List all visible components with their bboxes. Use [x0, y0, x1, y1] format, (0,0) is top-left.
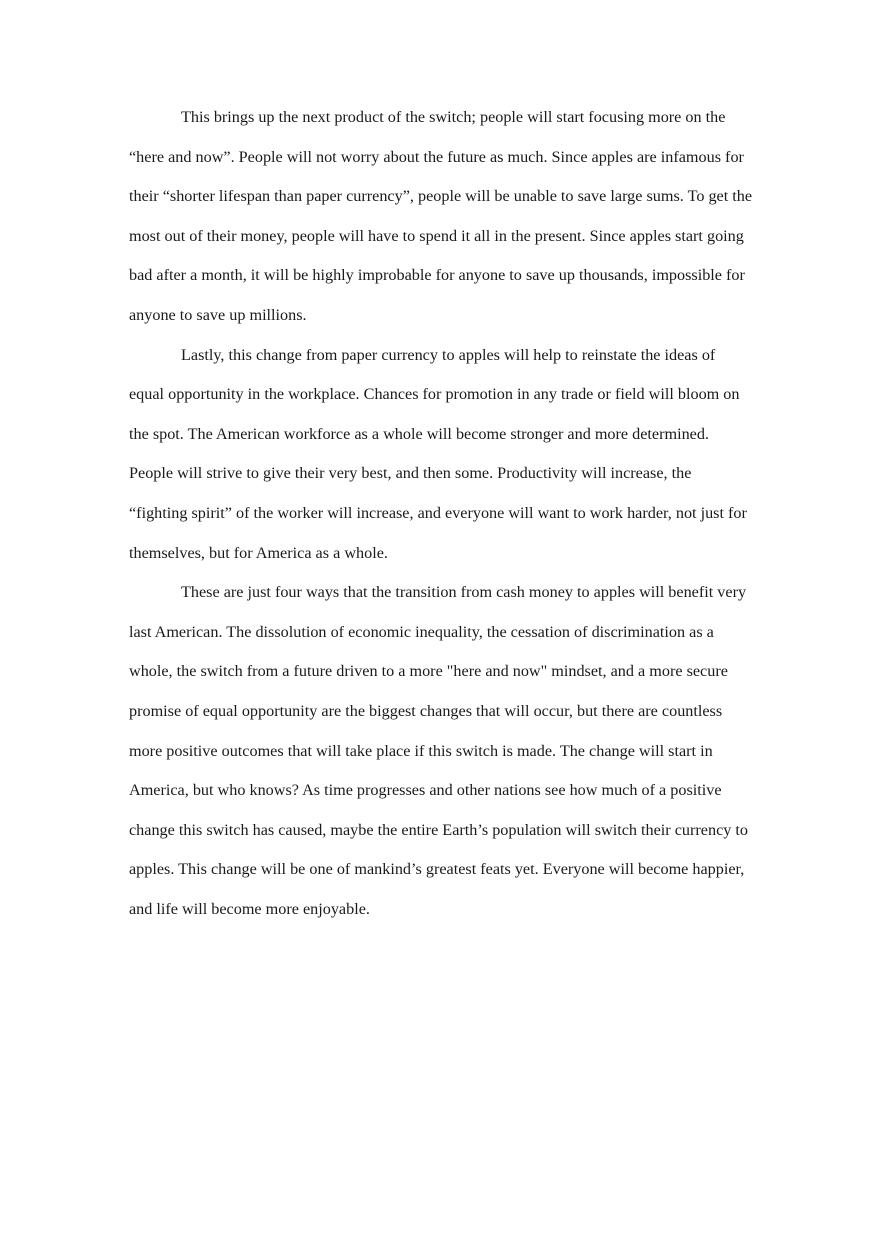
paragraph-conclusion: These are just four ways that the transition from cash money to apples will benefit very last American. The dissolution of economic inequality, the cessation of discrimination as a whole, the switch from a future driven to a more "here and now" mindset, and a more secure promise of equal opportunity are the biggest changes that will occur, but there are countless more positive outcomes that will take place if this switch is made. The change will start in America, but who knows? As time progresses and other nations see how much of a positive change this switch has caused, maybe the entire Earth’s population will switch their currency to apples. This change will be one of mankind’s greatest feats yet. Everyone will become happier, and life will become more enjoyable.	[129, 583, 748, 918]
document-body	[129, 98, 753, 929]
paragraph-equal-opportunity: Lastly, this change from paper currency to apples will help to reinstate the ideas of equal opportunity in the workplace. Chances for promotion in any trade or field will bloom on the spot. The American workforce as a whole will become stronger and more determined. People will strive to give their very best, and then some. Productivity will increase, the “fighting spirit” of the worker will increase, and everyone will want to work harder, not just for themselves, but for America as a whole.	[129, 345, 747, 562]
paragraph-here-and-now: This brings up the next product of the switch; people will start focusing more on the “here and now”. People will not worry about the future as much. Since apples are infamous for their “shorter lifespan than paper currency”, people will be unable to save large sums. To get the most out of their money, people will have to spend it all in the present. Since apples start going bad after a month, it will be highly improbable for anyone to save up thousands, impossible for anyone to save up millions.	[129, 108, 753, 324]
